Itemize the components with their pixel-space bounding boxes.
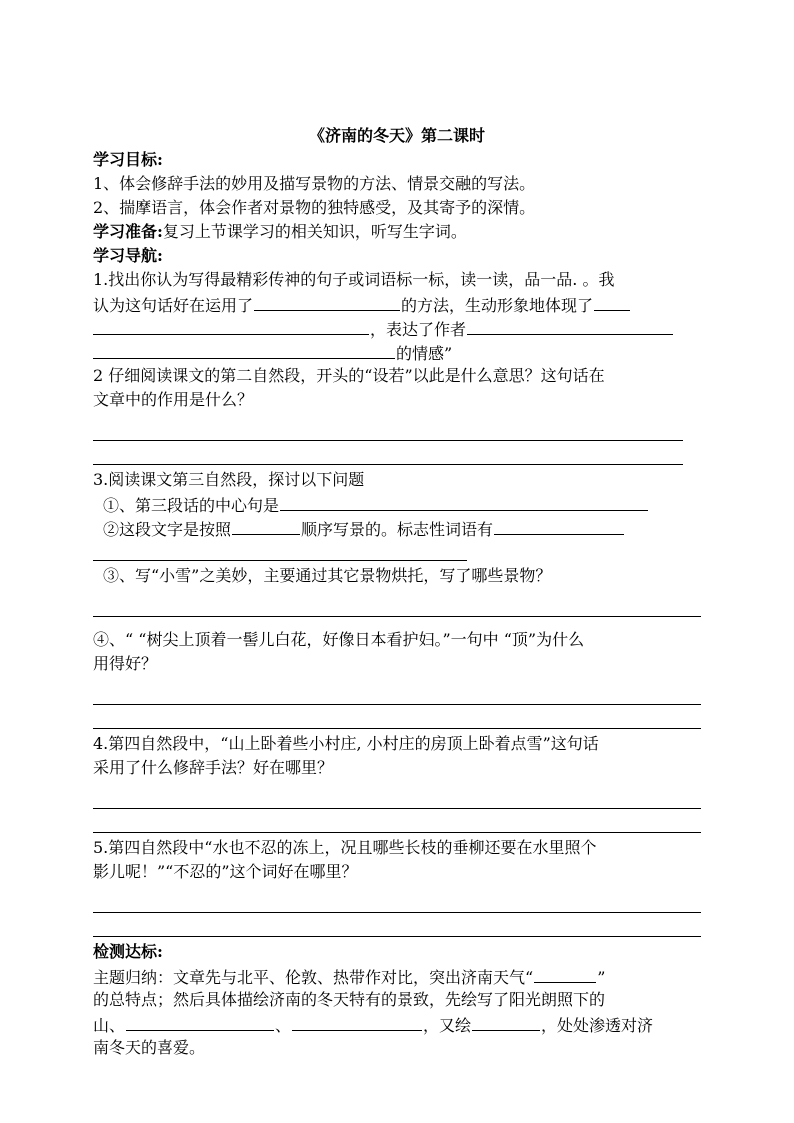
q1-line3 [93, 316, 701, 340]
q1-text-a: 认为这句话好在运用了 [93, 296, 254, 315]
answer-blank[interactable] [254, 292, 400, 311]
answer-blank[interactable] [126, 1012, 274, 1031]
answer-blank[interactable] [93, 316, 369, 335]
q4-line2: 采用了什么修辞手法？好在哪里？ [93, 758, 334, 777]
answer-line[interactable] [93, 420, 701, 444]
goals-heading: 学习目标: [93, 150, 163, 169]
q4-line1: 4.第四自然段中，“山上卧着些小村庄, 小村庄的房顶上卧着点雪”这句话 [93, 734, 599, 753]
prep-heading: 学习准备: [93, 222, 163, 241]
answer-blank[interactable] [467, 316, 673, 335]
q3-sub2-text-a: ②这段文字是按照 [103, 520, 232, 539]
q3-sub2 [93, 516, 701, 540]
answer-line[interactable] [93, 540, 701, 564]
answer-line[interactable] [93, 788, 701, 812]
q5-line1: 5.第四自然段中“水也不忍的冻上，况且哪些长枝的垂柳还要在水里照个 [93, 838, 597, 857]
answer-blank[interactable] [494, 516, 624, 535]
q3-sub1-text: ①、第三段话的中心句是 [103, 496, 280, 515]
answer-line[interactable] [93, 812, 701, 836]
test-text-c: 山、 [93, 1016, 126, 1035]
guide-heading: 学习导航: [93, 246, 163, 265]
answer-blank[interactable] [232, 516, 300, 535]
answer-line[interactable] [93, 916, 701, 940]
q3-heading: 3.阅读课文第三自然段，探讨以下问题 [93, 470, 365, 489]
test-text-a: 主题归纳：文章先与北平、伦敦、热带作对比，突出济南天气“ [93, 968, 534, 987]
answer-blank[interactable] [594, 292, 630, 311]
q2-line2: 文章中的作用是什么？ [93, 390, 254, 409]
test-line4: 南冬天的喜爱。 [93, 1038, 206, 1057]
worksheet [93, 124, 701, 1060]
q3-4-line2: 用得好？ [93, 654, 158, 673]
test-text-d: 、 [275, 1016, 292, 1035]
answer-blank[interactable] [472, 1012, 540, 1031]
q2-line1: 2 仔细阅读课文的第二自然段，开头的“设若”以此是什么意思？这句话在 [93, 366, 605, 385]
q5-line2: 影儿呢！”“不忍的”这个词好在哪里？ [93, 862, 358, 881]
q3-sub2-text-b: 顺序写景的。标志性词语有 [301, 520, 494, 539]
test-text-b: ” [597, 968, 606, 987]
q1-line1: 1.找出你认为写得最精彩传神的句子或词语标一标，读一读，品一品. 。我 [93, 270, 615, 289]
answer-blank[interactable] [93, 340, 395, 359]
test-text-f: ，处处渗透对济 [541, 1016, 654, 1035]
test-line2: 的总特点；然后具体描绘济南的冬天特有的景致，先绘写了阳光朗照下的 [93, 990, 606, 1009]
q3-sub1 [93, 492, 701, 516]
q1-line2 [93, 292, 701, 316]
goal-1: 1、体会修辞手法的妙用及描写景物的方法、情景交融的写法。 [93, 174, 536, 193]
answer-blank[interactable] [292, 1012, 422, 1031]
test-line3 [93, 1012, 701, 1036]
answer-line[interactable] [93, 684, 701, 708]
prep-text: 复习上节课学习的相关知识，听写生字词。 [162, 222, 467, 241]
answer-blank[interactable] [534, 964, 596, 983]
q3-4-line1: ④、“ “树尖上顶着一髻儿白花，好像日本看护妇。”一句中 “顶”为什么 [93, 630, 585, 649]
q1-text-d: 的情感” [396, 344, 453, 363]
q1-text-b: 的方法，生动形象地体现了 [401, 296, 594, 315]
answer-line[interactable] [93, 708, 701, 732]
test-heading: 检测达标: [93, 942, 163, 961]
prep-line [93, 220, 701, 244]
answer-line[interactable] [93, 596, 701, 620]
q1-line4 [93, 340, 701, 364]
answer-line[interactable] [93, 892, 701, 916]
goal-2: 2、揣摩语言，体会作者对景物的独特感受，及其寄予的深情。 [93, 198, 536, 217]
q3-sub3: ③、写“小雪”之美妙，主要通过其它景物烘托，写了哪些景物？ [103, 566, 552, 585]
page-title: 《济南的冬天》第二课时 [308, 126, 485, 145]
answer-blank[interactable] [280, 492, 648, 511]
test-line1 [93, 964, 701, 988]
q1-text-c: ，表达了作者 [370, 320, 467, 339]
answer-line[interactable] [93, 444, 701, 468]
test-text-e: ，又绘 [423, 1016, 472, 1035]
